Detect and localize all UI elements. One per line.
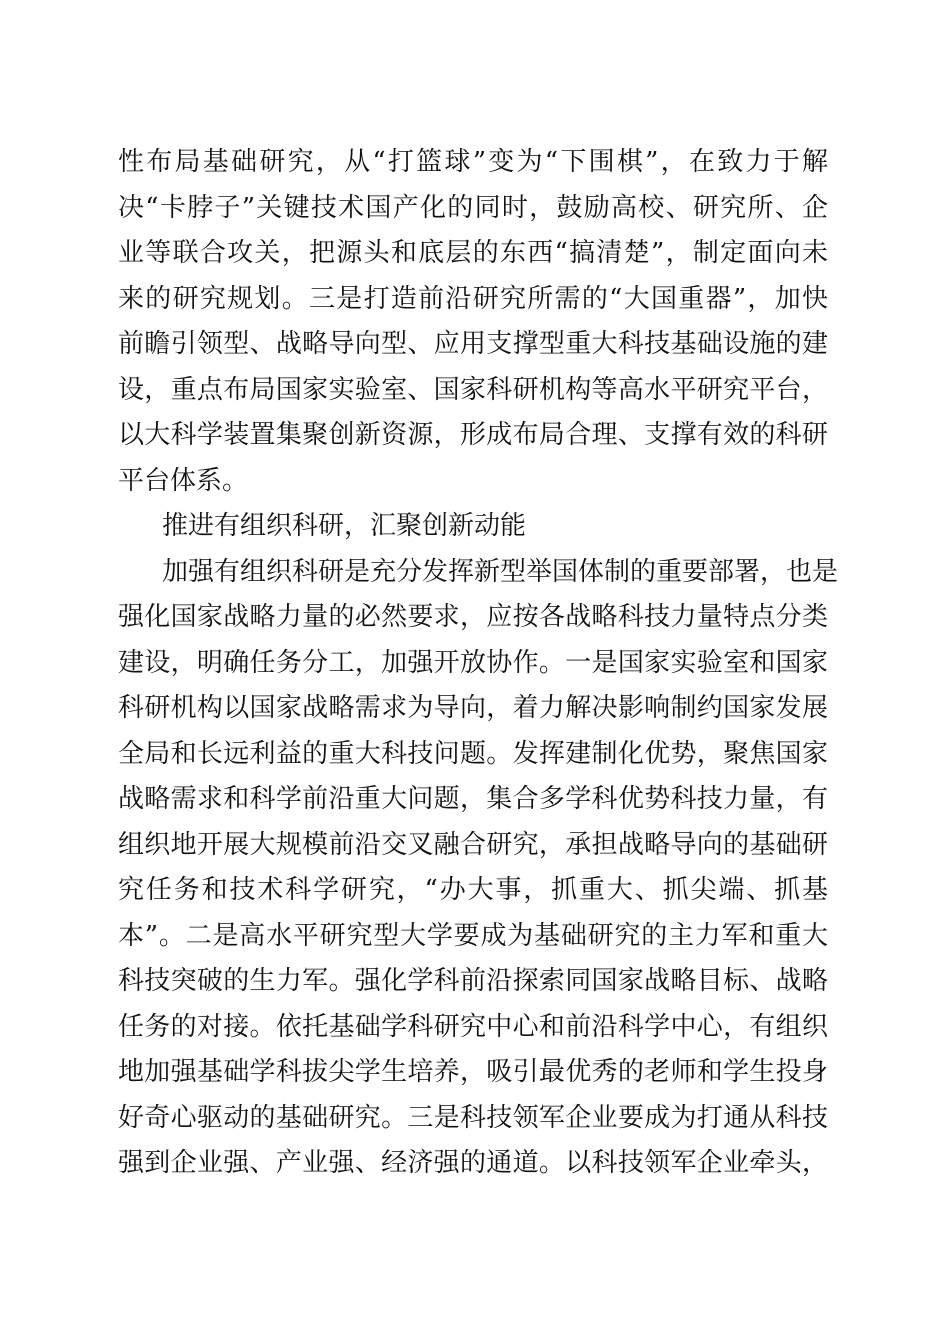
paragraph-organized-research bbox=[118, 550, 839, 1187]
text-line: 来的研究规划。三是打造前沿研究所需的“大国重器”，加快 bbox=[118, 283, 828, 314]
text-line: 强化国家战略力量的必然要求，应按各战略科技力量特点分类 bbox=[118, 602, 828, 632]
text-line: 全局和长远利益的重大科技问题。发挥建制化优势，聚焦国家 bbox=[118, 738, 828, 769]
text-line: 组织地开展大规模前沿交叉融合研究，承担战略导向的基础研 bbox=[118, 829, 828, 860]
text-line: 科技突破的生力军。强化学科前沿探索同国家战略目标、战略 bbox=[118, 966, 828, 996]
text-line: 设，重点布局国家实验室、国家科研机构等高水平研究平台， bbox=[118, 374, 828, 405]
text-line: 平台体系。 bbox=[118, 465, 249, 496]
text-line: 究任务和技术科学研究，“办大事，抓重大、抓尖端、抓基 bbox=[118, 875, 828, 905]
text-line: 地加强基础学科拔尖学生培养，吸引最优秀的老师和学生投身 bbox=[118, 1057, 828, 1087]
text-line: 前瞻引领型、战略导向型、应用支撑型重大科技基础设施的建 bbox=[118, 329, 828, 359]
text-line: 性布局基础研究，从“打篮球”变为“下围棋”，在致力于解 bbox=[118, 147, 828, 177]
text-line: 战略需求和科学前沿重大问题，集合多学科优势科技力量，有 bbox=[118, 784, 828, 814]
document-body bbox=[118, 140, 839, 1187]
section-heading: 推进有组织科研，汇聚创新动能 bbox=[162, 511, 527, 541]
text-line: 以大科学装置集聚创新资源，形成布局合理、支撑有效的科研 bbox=[118, 420, 828, 450]
text-line: 本”。二是高水平研究型大学要成为基础研究的主力军和重大 bbox=[118, 920, 828, 951]
text-line: 任务的对接。依托基础学科研究中心和前沿科学中心，有组织 bbox=[118, 1011, 828, 1042]
text-line: 决“卡脖子”关键技术国产化的同时，鼓励高校、研究所、企 bbox=[118, 192, 828, 223]
text-line: 强到企业强、产业强、经济强的通道。以科技领军企业牵头， bbox=[118, 1148, 828, 1178]
text-line: 业等联合攻关，把源头和底层的东西“搞清楚”，制定面向未 bbox=[118, 238, 828, 268]
text-line: 建设，明确任务分工，加强开放协作。一是国家实验室和国家 bbox=[118, 647, 828, 678]
paragraph-continuation bbox=[118, 140, 828, 504]
text-line: 科研机构以国家战略需求为导向，着力解决影响制约国家发展 bbox=[118, 693, 828, 723]
text-line: 好奇心驱动的基础研究。三是科技领军企业要成为打通从科技 bbox=[118, 1102, 828, 1133]
text-line: 加强有组织科研是充分发挥新型举国体制的重要部署，也是 bbox=[162, 556, 839, 587]
